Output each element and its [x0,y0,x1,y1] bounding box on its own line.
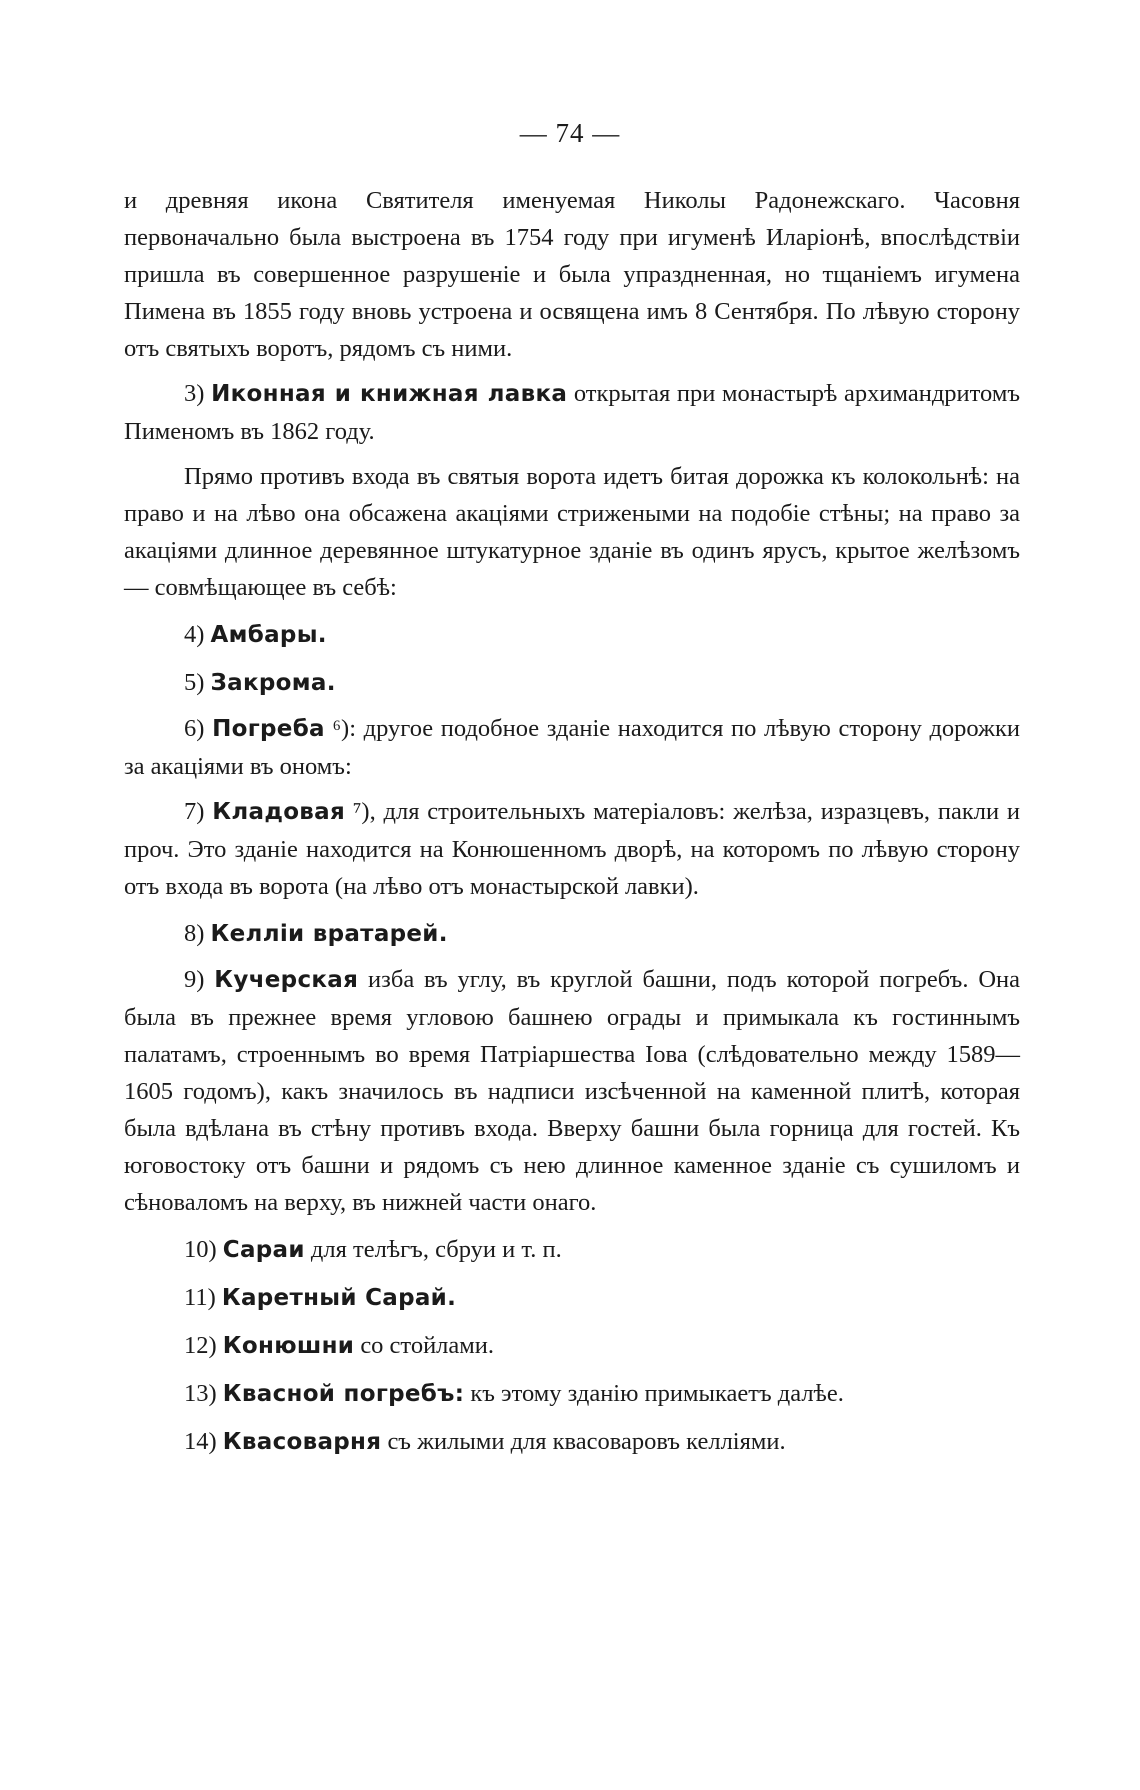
item-heading: Квасоварня [222,1429,382,1455]
item-number: 7) [184,798,205,825]
list-item-6 [124,710,1020,785]
item-heading: Кладовая [212,799,346,825]
item-heading: Амбары. [210,622,327,648]
list-item-8 [124,915,1020,953]
list-item-9 [124,961,1020,1221]
page-number: — 74 — [519,118,621,148]
item-number: 13) [184,1380,217,1407]
page-body [124,182,1020,1461]
item-text: ⁷), для строительныхъ матеріаловъ: желѣза, изразцевъ, пакли и проч. Это зданіе находится на Конюшенномъ дворѣ, на которомъ по лѣвую сторону отъ входа въ ворота (на лѣво отъ монастырской лавки). [124,798,1020,900]
item-number: 9) [184,966,205,993]
item-number: 8) [184,920,205,947]
item-heading: Каретный Сарай. [221,1285,457,1311]
item-text: со стойлами. [354,1332,495,1359]
item-heading: Келліи вратарей. [210,921,448,947]
list-item-5 [124,664,1020,702]
list-item-13 [124,1375,1020,1413]
item-number: 10) [184,1236,217,1263]
item-heading: Конюшни [222,1333,355,1359]
item-number: 5) [184,669,205,696]
item-heading: Закрома. [210,670,336,696]
list-item-4 [124,616,1020,654]
item-heading: Иконная и книжная лавка [211,381,568,407]
item-text: для телѣгъ, сбруи и т. п. [304,1236,562,1263]
item-heading: Кучерская [214,967,359,993]
item-text: къ этому зданію примыкаетъ далѣе. [464,1380,844,1407]
item-number: 6) [184,715,205,742]
item-heading: Погреба [212,716,325,742]
list-item-7 [124,793,1020,905]
item-number: 4) [184,621,205,648]
list-item-14 [124,1423,1020,1461]
list-item-3 [124,375,1020,450]
item-number: 3) [184,380,205,407]
item-heading: Сараи [222,1237,305,1263]
item-text: изба въ углу, въ круглой башни, подъ которой погребъ. Она была въ прежнее время угловою башнею ограды и примыкала къ гостиннымъ палатамъ, строеннымъ во время Патріаршества Іова (слѣдовательно между 1589—1605 годомъ), какъ значилось въ надписи изсѣченной на каменной плитѣ, которая была вдѣлана въ стѣну противъ входа. Вверху башни была горница для гостей. Къ юговостоку отъ башни и рядомъ съ нею длинное каменное зданіе съ сушиломъ и сѣноваломъ на верху, въ нижней части онаго. [124,966,1021,1216]
list-item-12 [124,1327,1020,1365]
list-item-11 [124,1279,1020,1317]
path-paragraph: Прямо противъ входа въ святыя ворота идетъ битая дорожка къ колокольнѣ: на право и на лѣво она обсажена акаціями стрижеными на подобіе стѣны; на право за акаціями длинное деревянное штукатурное зданіе въ одинъ ярусъ, крытое желѣзомъ — совмѣщающее въ себѣ: [124,463,1020,601]
item-number: 11) [184,1284,216,1311]
item-text: ⁶): другое подобное зданіе находится по лѣвую сторону дорожки за акаціями въ ономъ: [124,715,1020,780]
intro-paragraph: и древняя икона Святителя именуемая Николы Радонежскаго. Часовня первоначально была выстроена въ 1754 году при игуменѣ Иларіонѣ, впослѣдствіи пришла въ совершенное разрушеніе и была упраздненная, но тщаніемъ игумена Пимена въ 1855 году вновь устроена и освящена имъ 8 Сентября. По лѣвую сторону отъ святыхъ воротъ, рядомъ съ ними. [124,187,1020,362]
list-item-10 [124,1231,1020,1269]
item-heading: Квасной погребъ: [222,1381,465,1407]
item-number: 14) [184,1428,217,1455]
item-text: съ жилыми для квасоваровъ келліями. [381,1428,786,1455]
item-text: открытая при монастырѣ архимандритомъ Пименомъ въ 1862 году. [124,380,1020,445]
item-number: 12) [184,1332,217,1359]
